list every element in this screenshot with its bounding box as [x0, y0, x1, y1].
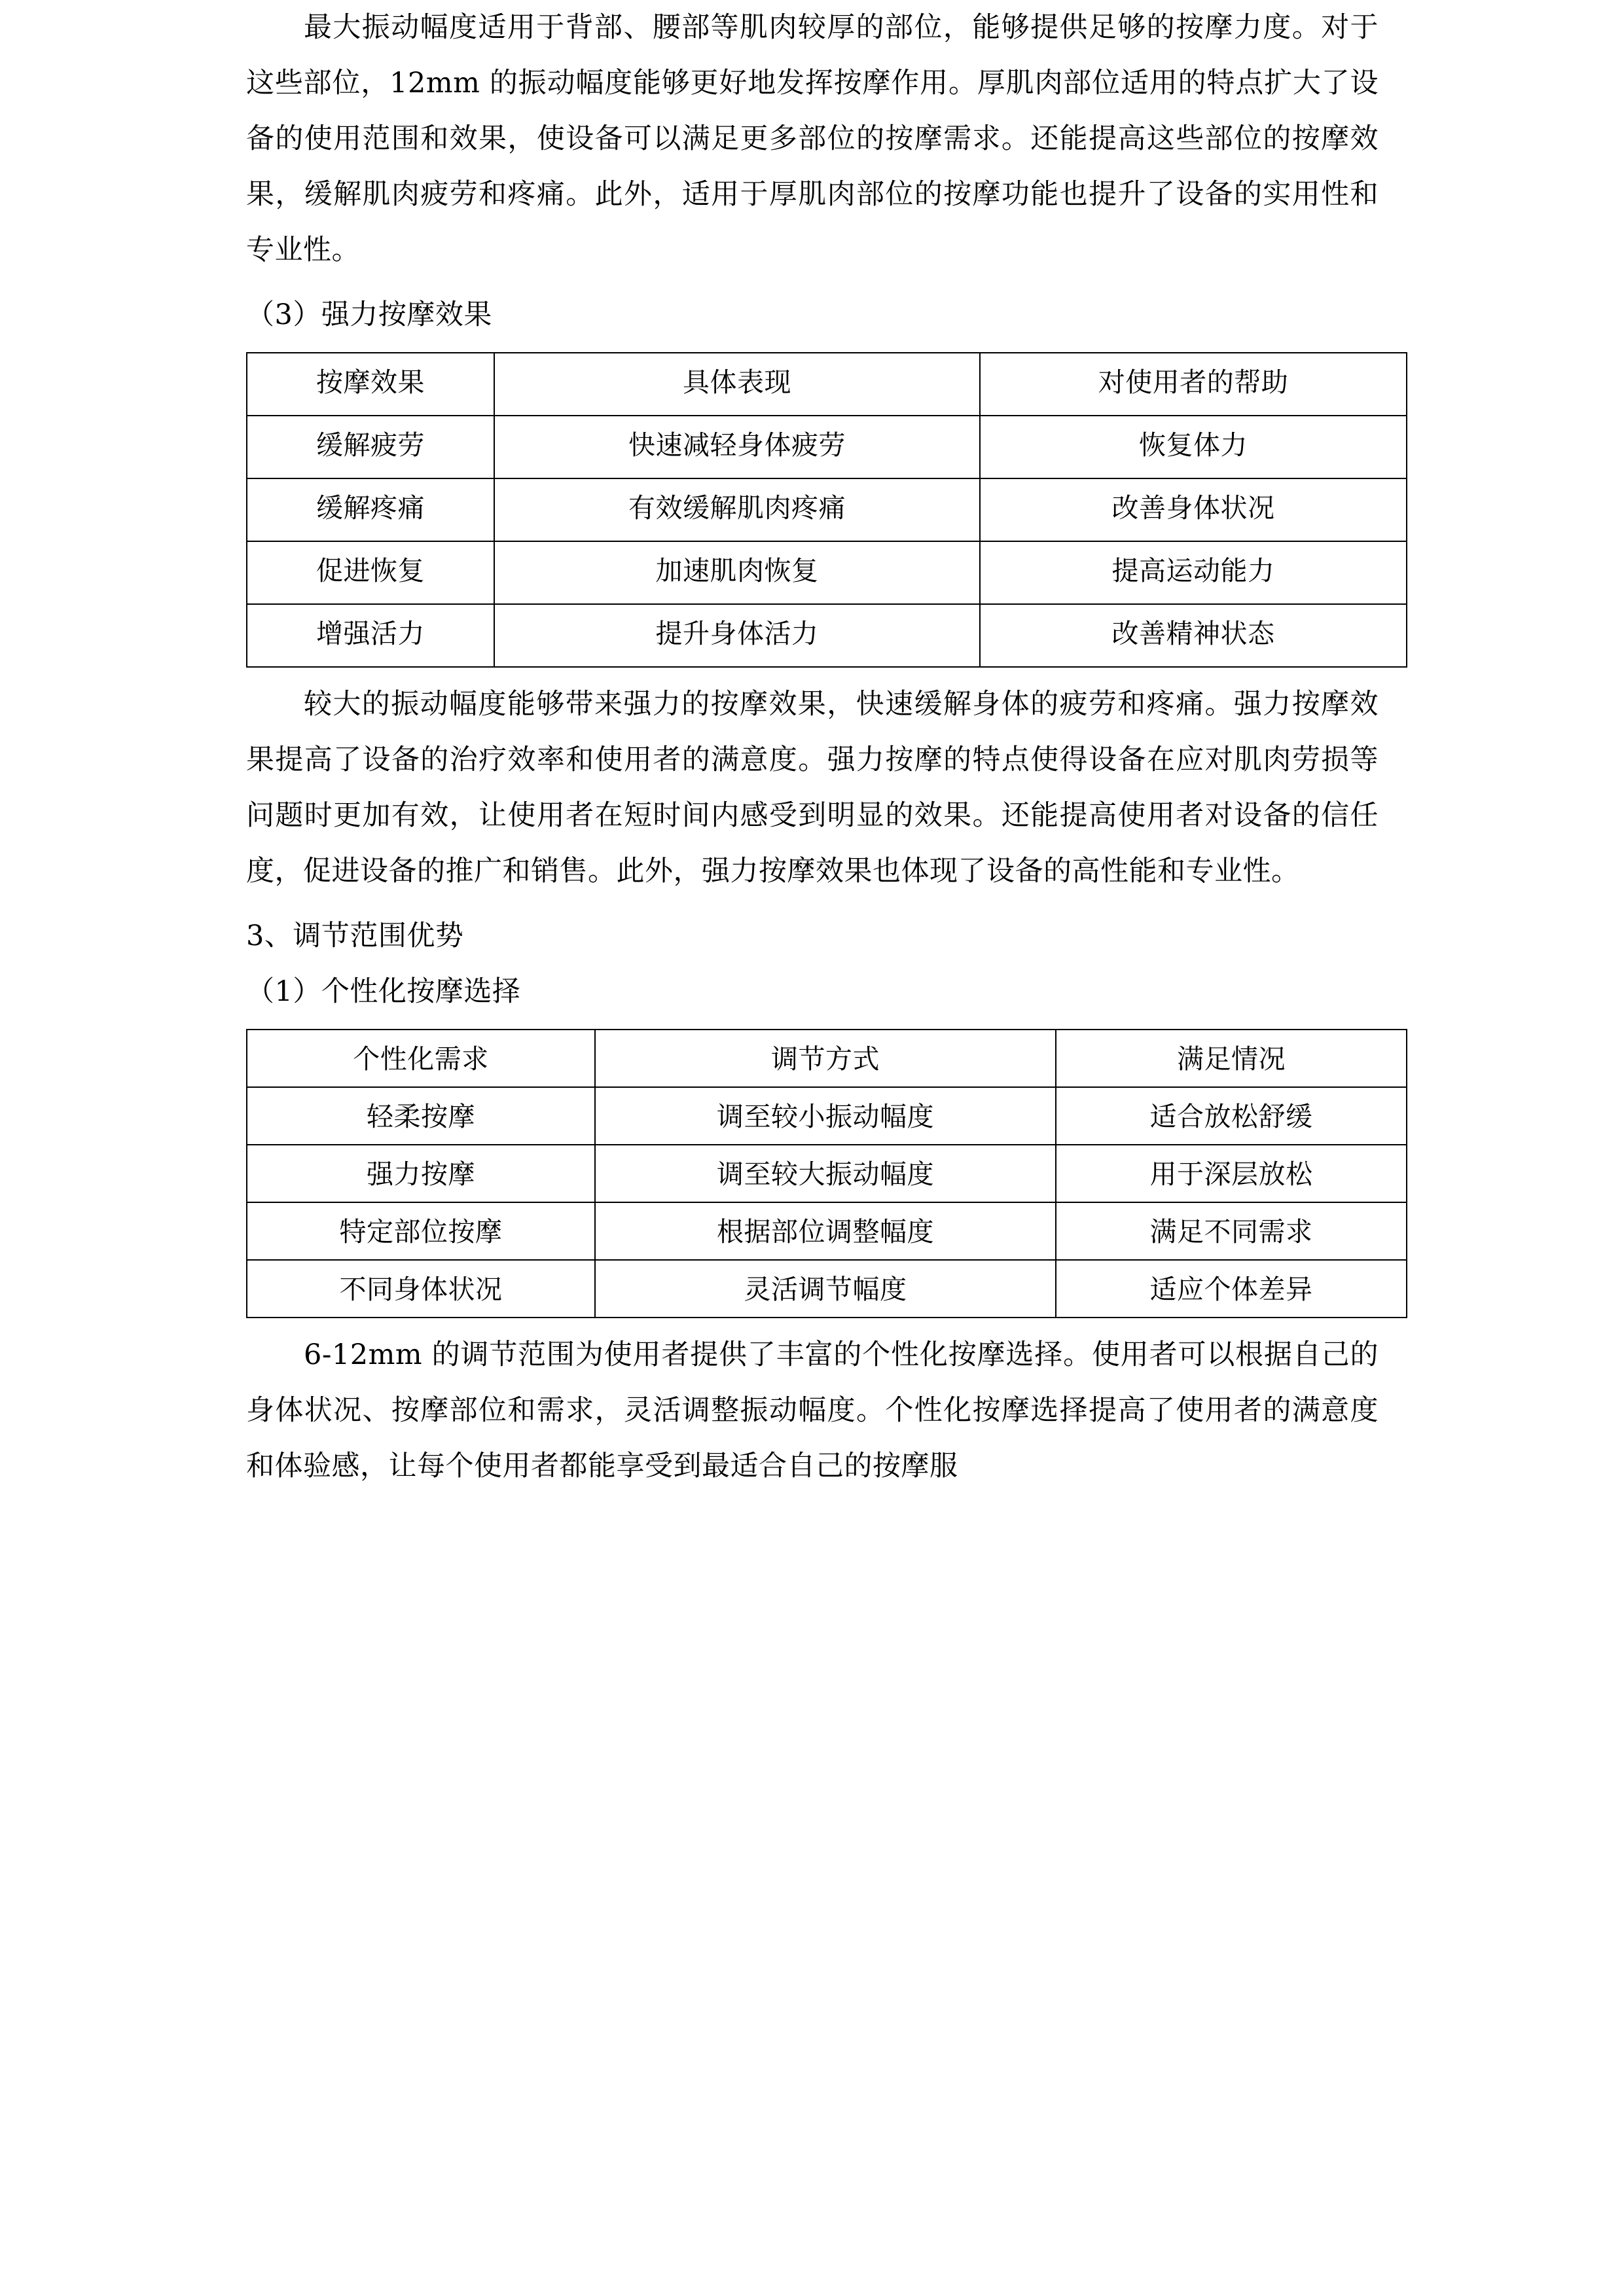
table-massage-effects-wrapper [246, 352, 1379, 668]
table-row [247, 1260, 1407, 1318]
paragraph-adjustment-range-personalization: 6-12mm 的调节范围为使用者提供了丰富的个性化按摩选择。使用者可以根据自己的身体状况、按摩部位和需求，灵活调整振动幅度。个性化按摩选择提高了使用者的满意度和体验感，让每个使用者都能享受到最适合自己的按摩服 [246, 1338, 1379, 1482]
spacer [246, 899, 1379, 908]
cell-need: 不同身体状况 [247, 1260, 595, 1318]
spacer [246, 1318, 1379, 1327]
column-header-user-benefit: 对使用者的帮助 [980, 353, 1407, 416]
cell-user-benefit: 改善身体状况 [980, 478, 1407, 541]
paragraph-thick-muscle-application: 最大振动幅度适用于背部、腰部等肌肉较厚的部位，能够提供足够的按摩力度。对于这些部位，12mm 的振动幅度能够更好地发挥按摩作用。厚肌肉部位适用的特点扩大了设备的使用范围和效果，使设备可以满足更多部位的按摩需求。还能提高这些部位的按摩效果，缓解肌肉疲劳和疼痛。此外，适用于厚肌肉部位的按摩功能也提升了设备的实用性和专业性。 [246, 11, 1379, 266]
cell-manifestation: 有效缓解肌肉疼痛 [494, 478, 980, 541]
cell-effect: 促进恢复 [247, 541, 494, 604]
column-header-satisfaction: 满足情况 [1056, 1030, 1407, 1087]
heading-adjustment-range-advantage: 3、调节范围优势 [246, 920, 464, 952]
table-header-row [247, 353, 1407, 416]
spacer [246, 343, 1379, 352]
cell-need: 轻柔按摩 [247, 1087, 595, 1145]
table-row [247, 416, 1407, 478]
spacer [246, 668, 1379, 677]
heading-personalized-massage-selection: （1）个性化按摩选择 [246, 975, 521, 1008]
cell-adjustment-method: 调至较小振动幅度 [595, 1087, 1056, 1145]
table-row [247, 1202, 1407, 1260]
column-header-manifestation: 具体表现 [494, 353, 980, 416]
cell-effect: 缓解疲劳 [247, 416, 494, 478]
table-row [247, 478, 1407, 541]
cell-manifestation: 快速减轻身体疲劳 [494, 416, 980, 478]
cell-adjustment-method: 灵活调节幅度 [595, 1260, 1056, 1318]
heading-strong-massage-effect: （3）强力按摩效果 [246, 298, 492, 331]
cell-satisfaction: 适合放松舒缓 [1056, 1087, 1407, 1145]
cell-user-benefit: 恢复体力 [980, 416, 1407, 478]
paragraph-strong-massage-benefits: 较大的振动幅度能够带来强力的按摩效果，快速缓解身体的疲劳和疼痛。强力按摩效果提高了设备的治疗效率和使用者的满意度。强力按摩的特点使得设备在应对肌肉劳损等问题时更加有效，让使用者在短时间内感受到明显的效果。还能提高使用者对设备的信任度，促进设备的推广和销售。此外，强力按摩效果也体现了设备的高性能和专业性。 [246, 688, 1379, 888]
cell-effect: 缓解疼痛 [247, 478, 494, 541]
cell-adjustment-method: 调至较大振动幅度 [595, 1145, 1056, 1202]
table-massage-effects [246, 352, 1407, 668]
page-content [246, 0, 1379, 1494]
table-row [247, 1087, 1407, 1145]
table-row [247, 541, 1407, 604]
table-row [247, 1145, 1407, 1202]
cell-need: 特定部位按摩 [247, 1202, 595, 1260]
cell-adjustment-method: 根据部位调整幅度 [595, 1202, 1056, 1260]
cell-user-benefit: 提高运动能力 [980, 541, 1407, 604]
cell-satisfaction: 满足不同需求 [1056, 1202, 1407, 1260]
cell-effect: 增强活力 [247, 604, 494, 667]
column-header-effect: 按摩效果 [247, 353, 494, 416]
spacer [246, 1020, 1379, 1029]
cell-satisfaction: 用于深层放松 [1056, 1145, 1407, 1202]
column-header-need: 个性化需求 [247, 1030, 595, 1087]
cell-satisfaction: 适应个体差异 [1056, 1260, 1407, 1318]
cell-need: 强力按摩 [247, 1145, 595, 1202]
table-header-row [247, 1030, 1407, 1087]
cell-manifestation: 提升身体活力 [494, 604, 980, 667]
column-header-adjustment-method: 调节方式 [595, 1030, 1056, 1087]
table-personalization [246, 1029, 1407, 1318]
cell-user-benefit: 改善精神状态 [980, 604, 1407, 667]
table-row [247, 604, 1407, 667]
spacer [246, 278, 1379, 287]
table-personalization-wrapper [246, 1029, 1379, 1318]
cell-manifestation: 加速肌肉恢复 [494, 541, 980, 604]
